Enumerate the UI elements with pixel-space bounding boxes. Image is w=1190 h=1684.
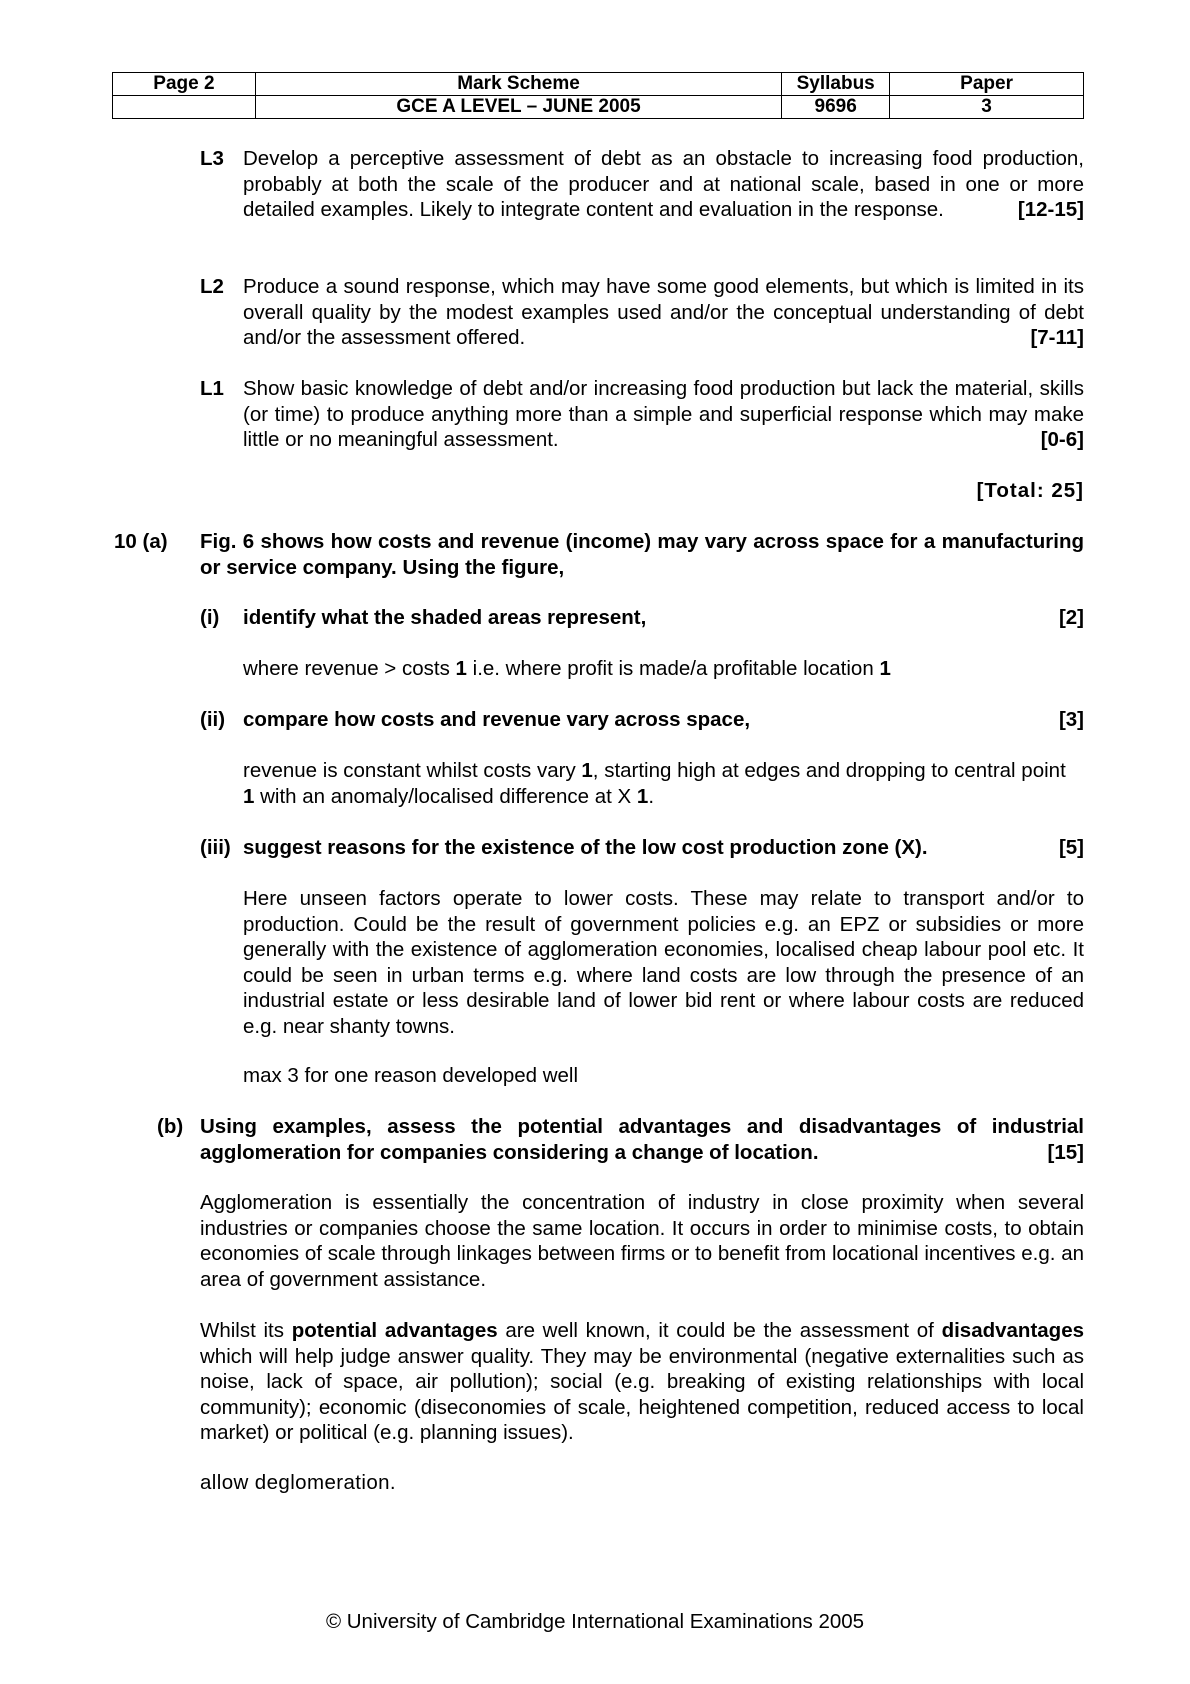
part-question-text: Using examples, assess the potential advantages and disadvantages of industrial agglomeration for companies considering a change of location. bbox=[200, 1115, 1084, 1164]
level-descriptor bbox=[243, 274, 1084, 351]
part-mark: [3] bbox=[1058, 708, 1084, 731]
part-question-text: suggest reasons for the existence of the low cost production zone (X). bbox=[243, 836, 928, 859]
level-descriptor bbox=[243, 376, 1084, 453]
part-label: (b) bbox=[157, 1115, 184, 1138]
answer-text: revenue is constant whilst costs vary bbox=[243, 759, 582, 782]
part-question-text: compare how costs and revenue vary across space, bbox=[243, 708, 751, 731]
part-mark: [2] bbox=[1058, 606, 1084, 629]
question-stem: Fig. 6 shows how costs and revenue (income) may vary across space for a manufacturing or service company. Using the figure, bbox=[200, 530, 1084, 579]
part-question bbox=[243, 835, 1084, 861]
part-answer bbox=[243, 758, 1079, 809]
answer-mark: 1 bbox=[879, 657, 891, 680]
part-answer: Here unseen factors operate to lower costs. These may relate to transport and/or to production. Could be the result of government policies e.g. an EPZ or subsidies or more generally with the existence of agglomeration economies, localised cheap labour pool etc. It could be seen in urban terms e.g. where land costs are low through the presence of an industrial estate or less desirable land of lower bid rent or where labour costs are reduced e.g. near shanty towns. bbox=[243, 887, 1084, 1038]
level-label: L2 bbox=[200, 275, 224, 298]
answer-mark: 1 bbox=[243, 784, 255, 808]
header-table bbox=[112, 72, 1084, 119]
answer-text: i.e. where profit is made/a profitable location bbox=[466, 657, 880, 680]
level-label: L3 bbox=[200, 147, 224, 170]
answer-emphasis: disadvantages bbox=[941, 1319, 1084, 1342]
answer-paragraph bbox=[200, 1318, 1084, 1446]
level-mark: [12-15] bbox=[1017, 198, 1084, 221]
answer-mark: 1 bbox=[636, 784, 649, 808]
part-question-text: identify what the shaded areas represent, bbox=[243, 606, 647, 629]
part-question bbox=[200, 1114, 1084, 1165]
level-text: Produce a sound response, which may have some good elements, but which is limited in its overall quality by the modest examples used and/or the conceptual understanding of debt and/or the assessment offered. bbox=[243, 275, 1084, 349]
part-question bbox=[243, 707, 1084, 733]
header-page-label: Page 2 bbox=[113, 73, 256, 96]
answer-text: with an anomaly/localised difference at X bbox=[254, 784, 637, 808]
question-number: 10 (a) bbox=[114, 530, 168, 553]
header-paper-value: 3 bbox=[890, 96, 1084, 119]
part-label: (i) bbox=[200, 606, 220, 629]
header-exam-value: GCE A LEVEL – JUNE 2005 bbox=[255, 96, 781, 119]
part-question bbox=[243, 605, 1084, 631]
header-doc-label: Mark Scheme bbox=[255, 73, 781, 96]
level-mark: [7-11] bbox=[1030, 326, 1084, 349]
answer-text: where revenue > costs bbox=[243, 657, 456, 680]
answer-text: are well known, it could be the assessment of bbox=[497, 1319, 942, 1342]
header-page-value bbox=[113, 96, 256, 119]
part-label: (iii) bbox=[200, 836, 231, 859]
part-mark: [15] bbox=[1047, 1140, 1084, 1164]
answer-mark: 1 bbox=[455, 657, 467, 680]
level-descriptor bbox=[243, 146, 1084, 223]
answer-text: Whilst its bbox=[200, 1319, 292, 1342]
header-paper-label: Paper bbox=[890, 73, 1084, 96]
part-note: allow deglomeration. bbox=[200, 1471, 397, 1494]
header-syllabus-label: Syllabus bbox=[782, 73, 890, 96]
level-label: L1 bbox=[200, 377, 224, 400]
answer-mark: 1 bbox=[581, 759, 593, 782]
part-note: max 3 for one reason developed well bbox=[243, 1064, 579, 1087]
header-syllabus-value: 9696 bbox=[782, 96, 890, 119]
part-answer bbox=[243, 656, 1084, 682]
answer-text: , starting high at edges and dropping to central point bbox=[592, 759, 1066, 782]
answer-text: . bbox=[648, 784, 655, 808]
total-mark: [Total: 25] bbox=[976, 479, 1084, 502]
level-mark: [0-6] bbox=[1040, 428, 1084, 451]
part-label: (ii) bbox=[200, 708, 226, 731]
answer-paragraph: Agglomeration is essentially the concentration of industry in close proximity when several industries or companies choose the same location. It occurs in order to minimise costs, to obtain economies of scale through linkages between firms or to benefit from locational incentives e.g. an area of government assistance. bbox=[200, 1191, 1084, 1291]
answer-emphasis: potential advantages bbox=[291, 1319, 498, 1342]
level-text: Show basic knowledge of debt and/or increasing food production but lack the material, skills (or time) to produce anything more than a simple and superficial response which may make little or no meaningful assessment. bbox=[243, 377, 1084, 451]
answer-text: which will help judge answer quality. They may be environmental (negative externalities such as noise, lack of space, air pollution); social (e.g. breaking of existing relationships with local community); economic (diseconomies of scale, heightened competition, reduced access to local market) or political (e.g. planning issues). bbox=[200, 1344, 1084, 1444]
part-mark: [5] bbox=[1058, 836, 1084, 859]
level-text: Develop a perceptive assessment of debt as an obstacle to increasing food production, probably at both the scale of the producer and at national scale, based in one or more detailed examples. Likely to integrate content and evaluation in the response. bbox=[243, 147, 1084, 221]
footer-copyright: © University of Cambridge International Examinations 2005 bbox=[325, 1610, 865, 1633]
